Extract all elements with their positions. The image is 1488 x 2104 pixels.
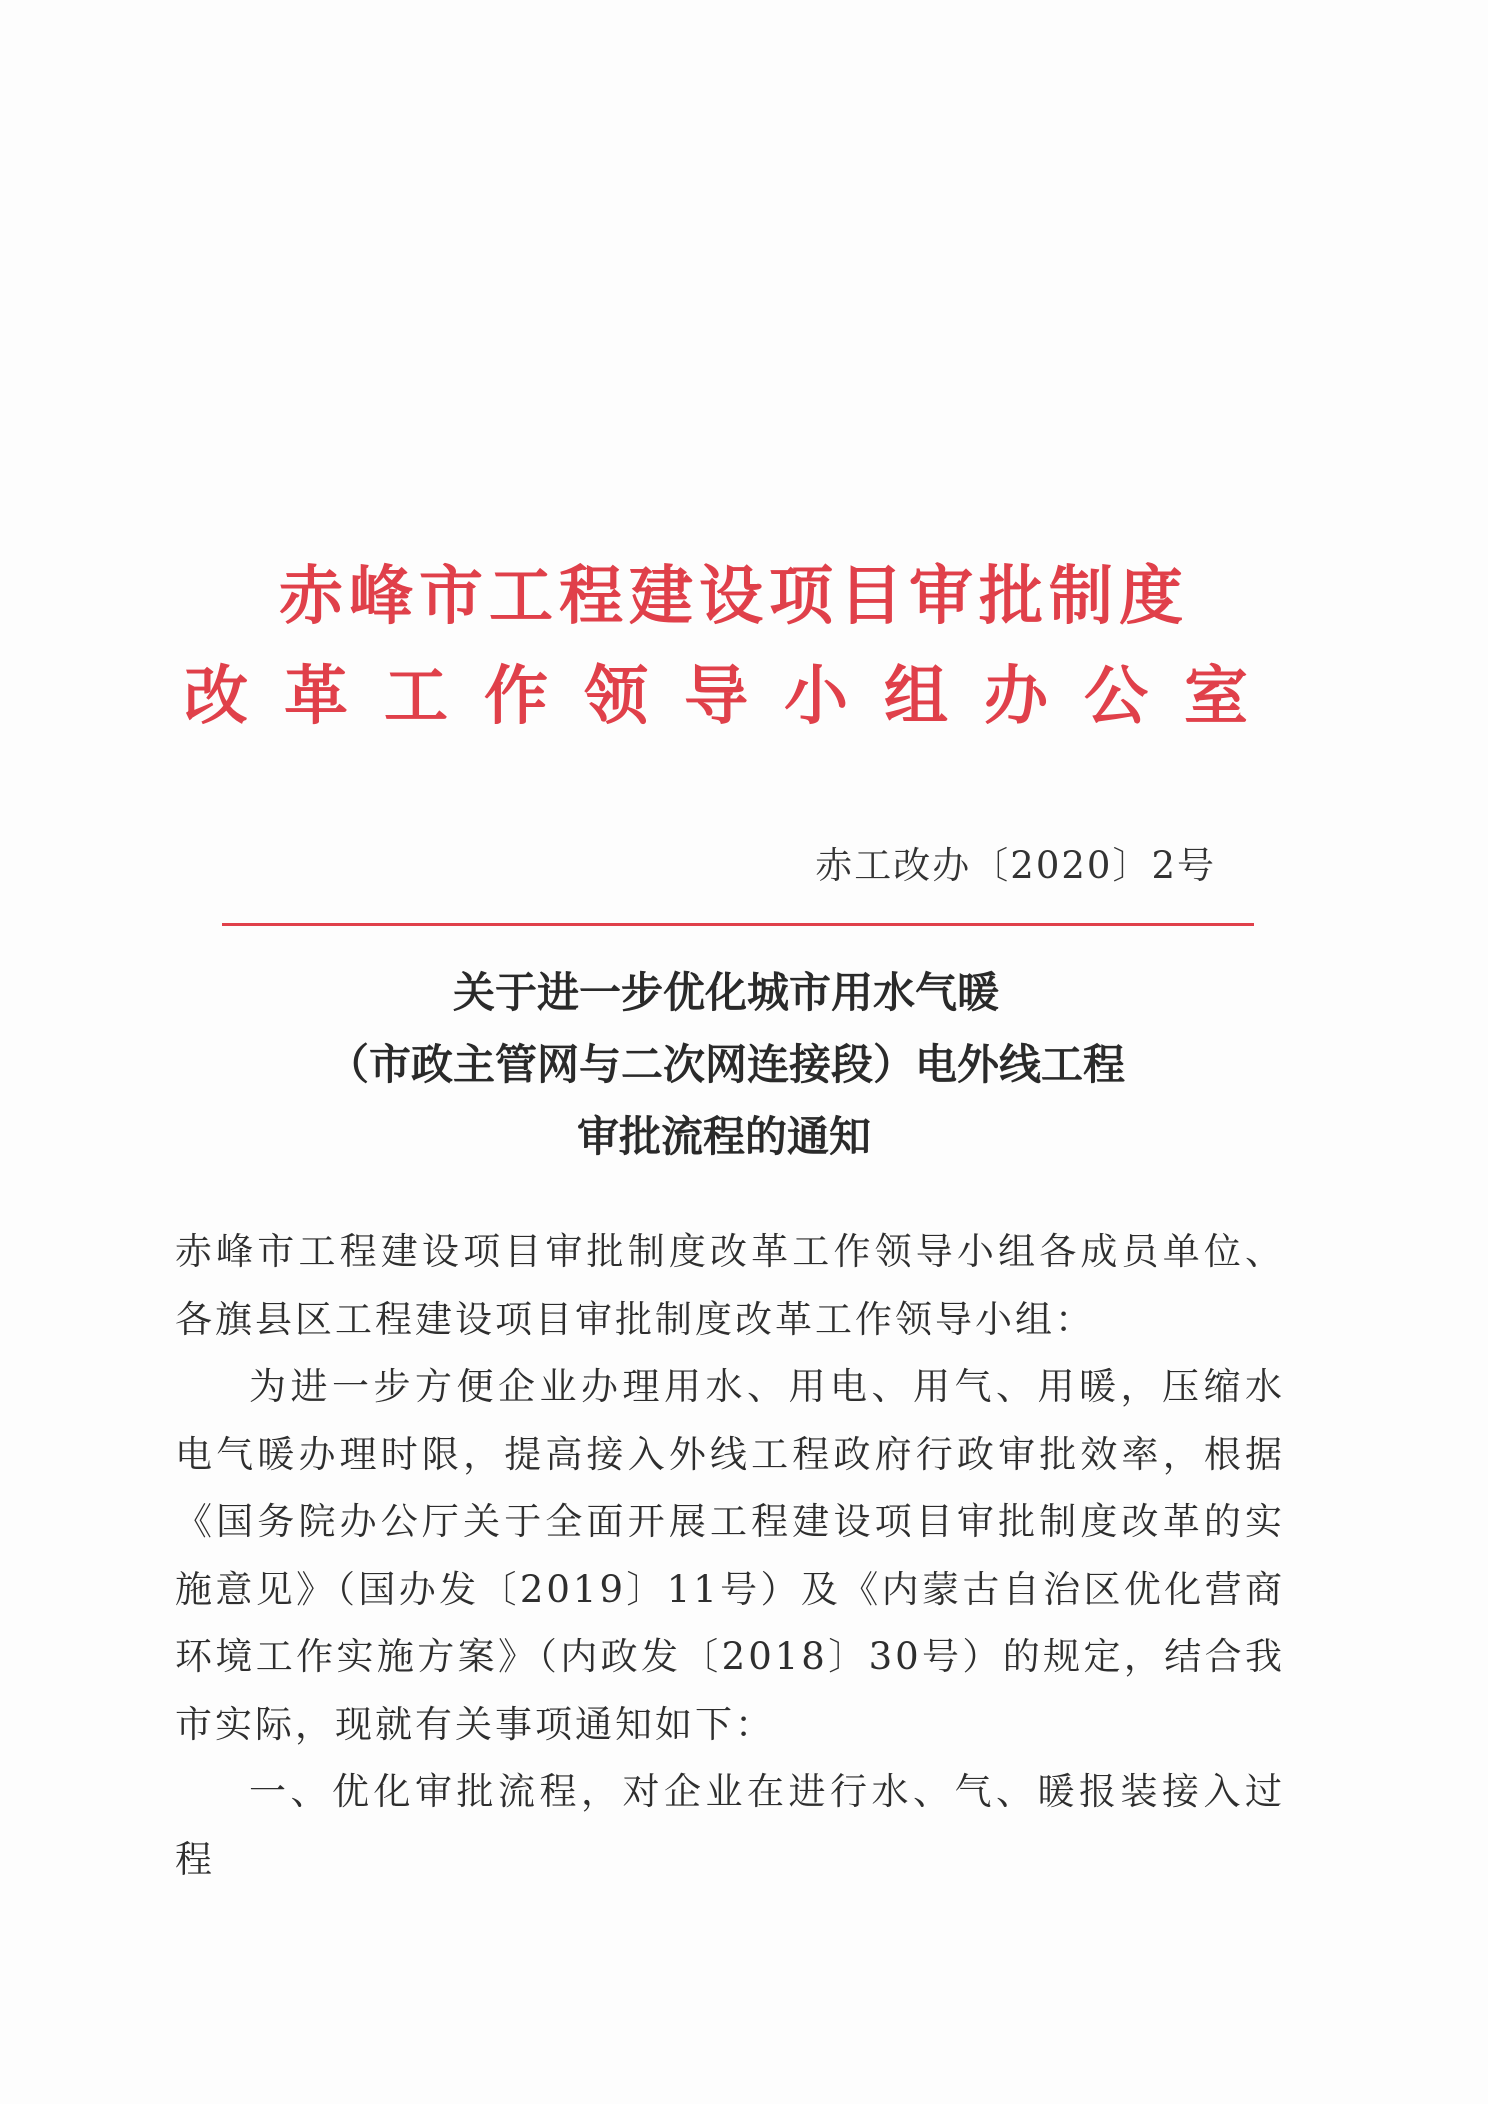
salutation: [175, 1218, 1285, 1353]
notice-title-line2: （市政主管网与二次网连接段）电外线工程: [326, 1040, 1125, 1089]
salutation-text: 赤峰市工程建设项目审批制度改革工作领导小组各成员单位、各旗县区工程建设项目审批制度改革工作领导小组：: [175, 1230, 1285, 1341]
red-divider-line: [222, 923, 1254, 926]
issuing-office-title-line1: 赤峰市工程建设项目审批制度: [279, 560, 1189, 634]
body-paragraph-1: [175, 1353, 1285, 1758]
body-paragraph-2: [175, 1758, 1285, 1893]
paragraph-1-text: 为进一步方便企业办理用水、用电、用气、用暖，压缩水电气暖办理时限，提高接入外线工程政府行政审批效率，根据《国务院办公厅关于全面开展工程建设项目审批制度改革的实施意见》（国办发〔2019〕11号）及《内蒙古自治区优化营商环境工作实施方案》（内政发〔2018〕30号）的规定，结合我市实际，现就有关事项通知如下：: [175, 1365, 1285, 1746]
document-number: 赤工改办〔2020〕2号: [815, 844, 1216, 887]
issuing-office-title-line2: 改革工作领导小组办公室: [184, 660, 1284, 734]
notice-title-line3: 审批流程的通知: [576, 1112, 871, 1161]
paragraph-2-text: 一、优化审批流程，对企业在进行水、气、暖报装接入过程: [175, 1770, 1285, 1881]
notice-title-line1: 关于进一步优化城市用水气暖: [452, 968, 999, 1017]
